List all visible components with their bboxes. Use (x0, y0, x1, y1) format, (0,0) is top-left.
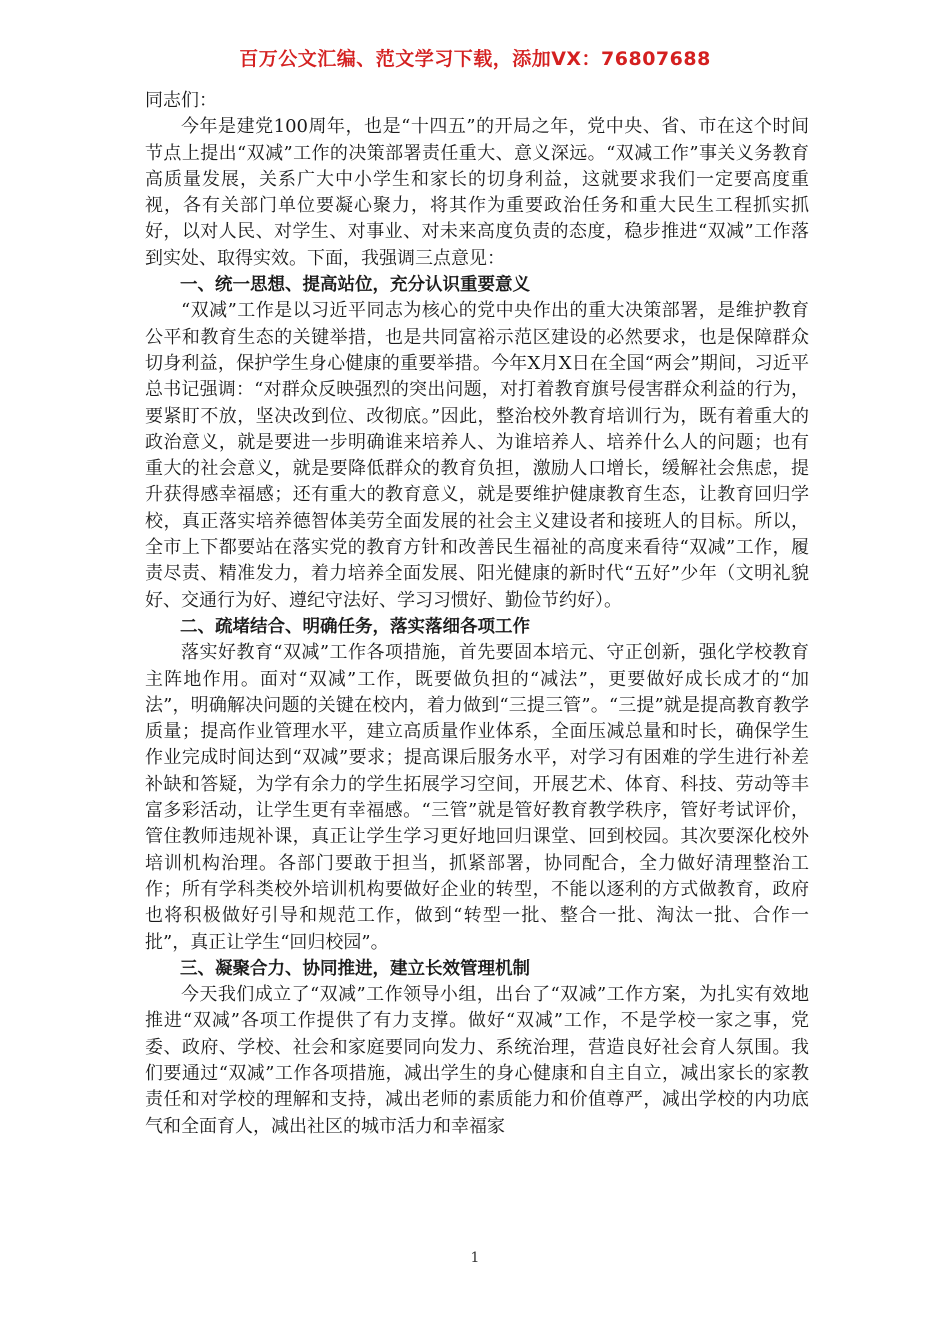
section-heading-2: 二、疏堵结合、明确任务，落实落细各项工作 (180, 616, 530, 637)
section-heading-3: 三、凝聚合力、协同推进，建立长效管理机制 (180, 958, 530, 979)
intro-paragraph: 今年是建党100周年，也是“十四五”的开局之年，党中央、省、市在这个时间节点上提出“双减”工作的决策部署责任重大、意义深远。“双减工作”事关义务教育高质量发展，关系广大中小学生和家长的切身利益，这就要求我们一定要高度重视，各有关部门单位要凝心聚力，将其作为重要政治任务和重大民生工程抓实抓好，以对人民、对学生、对事业、对未来高度负责的态度，稳步推进“双减”工作落到实处、取得实效。下面，我强调三点意见： (145, 116, 809, 269)
section-body-2: 落实好教育“双减”工作各项措施，首先要固本培元、守正创新，强化学校教育主阵地作用。面对“双减”工作，既要做负担的“减法”，更要做好成长成才的“加法”，明确解决问题的关键在校内，着力做到“三提三管”。“三提”就是提高教育教学质量；提高作业管理水平，建立高质量作业体系，全面压减总量和时长，确保学生作业完成时间达到“双减”要求；提高课后服务水平，对学习有困难的学生进行补差补缺和答疑，为学有余力的学生拓展学习空间，开展艺术、体育、科技、劳动等丰富多彩活动，让学生更有幸福感。“三管”就是管好教育教学秩序，管好考试评价，管住教师违规补课，真正让学生学习更好地回归课堂、回到校园。其次要深化校外培训机构治理。各部门要敢于担当，抓紧部署，协同配合，全力做好清理整治工作；所有学科类校外培训机构要做好企业的转型，不能以逐利的方式做教育，政府也将积极做好引导和规范工作，做到“转型一批、整合一批、淘汰一批、合作一批”，真正让学生“回归校园”。 (145, 642, 809, 953)
section-body-3: 今天我们成立了“双减”工作领导小组，出台了“双减”工作方案，为扎实有效地推进“双减”各项工作提供了有力支撑。做好“双减”工作，不是学校一家之事，党委、政府、学校、社会和家庭要同向发力、系统治理，营造良好社会育人氛围。我们要通过“双减”工作各项措施，减出学生的身心健康和自主自立，减出家长的家教责任和对学校的理解和支持，减出老师的素质能力和价值尊严，减出学校的内功底气和全面育人，减出社区的城市活力和幸福家 (145, 984, 809, 1137)
watermark-banner: 百万公文汇编、范文学习下载，添加VX：76807688 (239, 48, 711, 70)
salutation: 同志们： (145, 90, 217, 111)
section-heading-1: 一、统一思想、提高站位，充分认识重要意义 (180, 275, 530, 296)
section-body-1: “双减”工作是以习近平同志为核心的党中央作出的重大决策部署，是维护教育公平和教育生态的关键举措，也是共同富裕示范区建设的必然要求，也是保障群众切身利益，保护学生身心健康的重要举措。今年X月X日在全国“两会”期间，习近平总书记强调：“对群众反映强烈的突出问题，对打着教育旗号侵害群众利益的行为，要紧盯不放，坚决改到位、改彻底。”因此，整治校外教育培训行为，既有着重大的政治意义，就是要进一步明确谁来培养人、为谁培养人、培养什么人的问题；也有重大的社会意义，就是要降低群众的教育负担，激励人口增长，缓解社会焦虑，提升获得感幸福感；还有重大的教育意义，就是要维护健康教育生态，让教育回归学校，真正落实培养德智体美劳全面发展的社会主义建设者和接班人的目标。所以，全市上下都要站在落实党的教育方针和改善民生福祉的高度来看待“双减”工作，履责尽责、精准发力，着力培养全面发展、阳光健康的新时代“五好”少年（文明礼貌好、交通行为好、遵纪守法好、学习习惯好、勤俭节约好）。 (145, 300, 809, 611)
document-body (145, 88, 809, 1140)
page-number: 1 (470, 1250, 480, 1266)
